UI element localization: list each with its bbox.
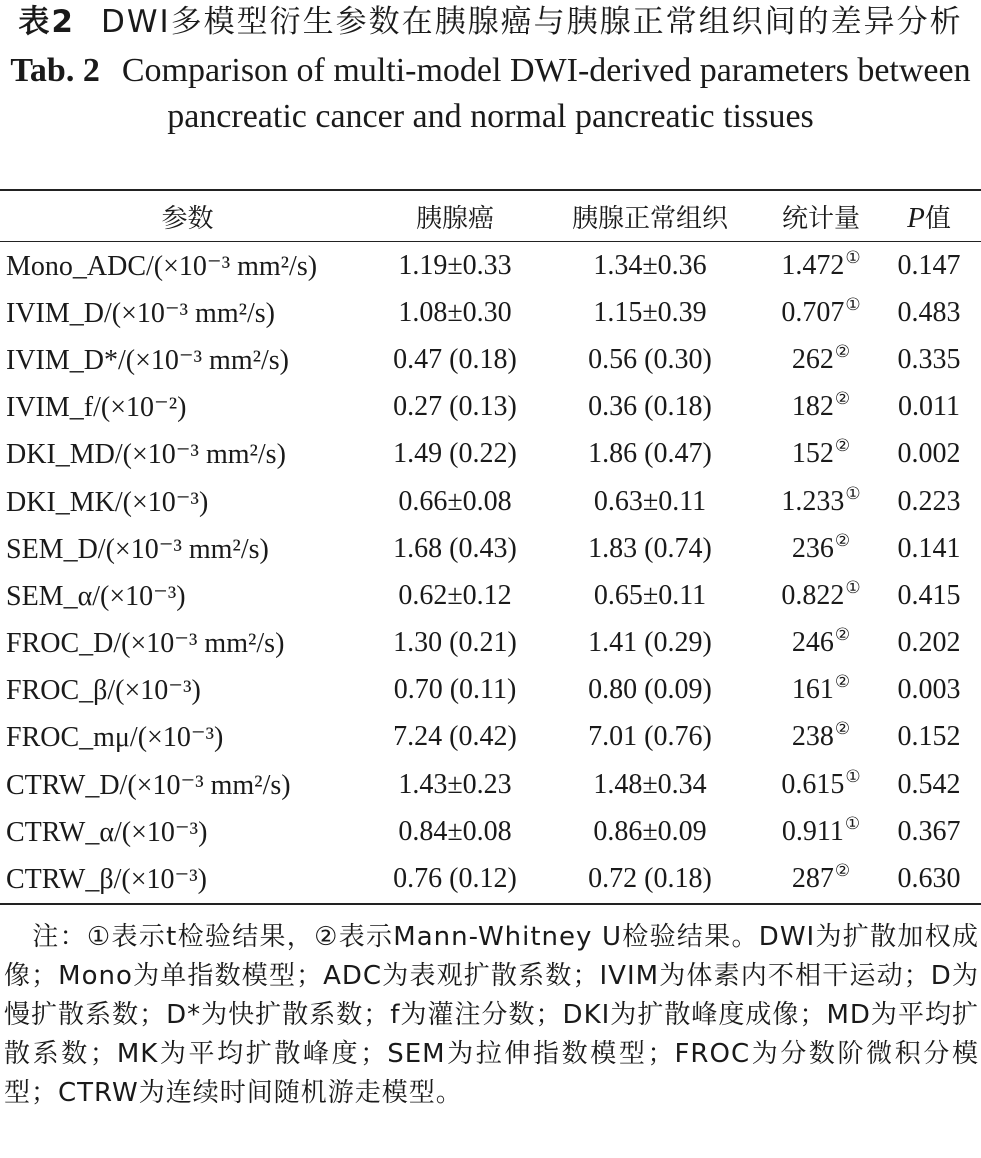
statistic-cell	[765, 384, 877, 431]
cancer-cell: 1.49 (0.22)	[393, 438, 517, 470]
statistic-value: 1.233	[781, 485, 845, 517]
header-p-value	[877, 190, 981, 242]
p-value-cell: 0.003	[897, 674, 961, 706]
table-row	[0, 525, 981, 572]
param-cell: FROC_mμ/(×10⁻³)	[6, 722, 224, 754]
statistic-cell	[765, 667, 877, 714]
chinese-title	[0, 0, 981, 44]
p-letter: P	[907, 201, 925, 234]
header-param: 参数	[0, 190, 375, 242]
p-value-cell: 0.011	[898, 391, 960, 423]
p-value-cell: 0.223	[897, 485, 961, 517]
p-value-cell: 0.483	[897, 296, 961, 328]
normal-cell: 1.34±0.36	[593, 249, 707, 281]
header-statistic: 统计量	[765, 190, 877, 242]
statistic-cell	[765, 808, 877, 855]
normal-cell: 0.63±0.11	[593, 485, 707, 517]
param-cell: DKI_MK/(×10⁻³)	[6, 486, 209, 518]
normal-cell: 0.86±0.09	[593, 815, 707, 847]
p-value-cell: 0.002	[897, 438, 961, 470]
test-marker: ①	[844, 813, 861, 833]
param-cell: DKI_MD/(×10⁻³ mm²/s)	[6, 439, 286, 471]
param-cell: CTRW_β/(×10⁻³)	[0, 855, 375, 903]
statistic-cell	[765, 855, 877, 903]
table-caption	[0, 0, 981, 140]
cancer-cell: 0.66±0.08	[398, 485, 512, 517]
table-row	[0, 808, 981, 855]
statistic-value: 287	[791, 863, 834, 895]
param-cell: IVIM_D/(×10⁻³ mm²/s)	[6, 297, 276, 329]
test-marker: ①	[845, 766, 861, 786]
test-marker: ①	[845, 294, 861, 314]
cancer-cell: 0.27 (0.13)	[393, 391, 517, 423]
header-normal: 胰腺正常组织	[535, 190, 765, 242]
p-value-cell: 0.152	[897, 721, 961, 753]
test-marker: ①	[845, 247, 861, 267]
statistic-value: 246	[791, 627, 834, 659]
p-value-cell: 0.542	[897, 768, 961, 800]
table-row	[0, 289, 981, 336]
table-body	[0, 242, 981, 904]
cancer-cell: 1.68 (0.43)	[393, 532, 517, 564]
normal-cell: 1.48±0.34	[593, 768, 707, 800]
statistic-cell	[765, 525, 877, 572]
chinese-table-number: 表2	[18, 4, 75, 40]
results-table	[0, 189, 981, 905]
normal-cell: 1.83 (0.74)	[588, 532, 712, 564]
param-cell: IVIM_f/(×10⁻²)	[6, 392, 187, 424]
test-marker: ②	[834, 861, 851, 881]
statistic-value: 238	[791, 721, 834, 753]
test-marker: ①	[845, 483, 861, 503]
statistic-cell	[765, 478, 877, 525]
normal-cell: 7.01 (0.76)	[588, 721, 712, 753]
normal-cell: 0.72 (0.18)	[535, 855, 765, 903]
statistic-cell	[765, 620, 877, 667]
footnote-text: 注：①表示t检验结果，②表示Mann-Whitney U检验结果。DWI为扩散加权成像；Mono为单指数模型；ADC为表观扩散系数；IVIM为体素内不相干运动；D为慢扩散系数；D*为快扩散系数；f为灌注分数；DKI为扩散峰度成像；MD为平均扩散系数；MK为平均扩散峰度；SEM为拉伸指数模型；FROC为分数阶微积分模型；CTRW为连续时间随机游走模型。	[4, 922, 979, 1108]
test-marker: ②	[834, 719, 851, 739]
statistic-value: 262	[791, 343, 834, 375]
statistic-value: 0.707	[781, 296, 845, 328]
cancer-cell: 7.24 (0.42)	[393, 721, 517, 753]
param-cell: FROC_β/(×10⁻³)	[6, 675, 201, 707]
statistic-cell	[765, 714, 877, 761]
p-value-cell: 0.202	[897, 627, 961, 659]
normal-cell: 1.41 (0.29)	[588, 627, 712, 659]
table-row	[0, 336, 981, 383]
header-cancer: 胰腺癌	[375, 190, 535, 242]
p-suffix: 值	[924, 203, 951, 234]
normal-cell: 0.65±0.11	[593, 579, 707, 611]
table-footnote	[4, 918, 979, 1113]
table-row	[0, 620, 981, 667]
cancer-cell: 1.19±0.33	[398, 249, 512, 281]
statistic-cell	[765, 761, 877, 808]
cancer-cell: 0.70 (0.11)	[393, 674, 517, 706]
statistic-value: 0.822	[781, 579, 845, 611]
normal-cell: 0.56 (0.30)	[588, 343, 712, 375]
param-cell: IVIM_D*/(×10⁻³ mm²/s)	[6, 344, 290, 376]
test-marker: ②	[834, 436, 851, 456]
cancer-cell: 0.62±0.12	[398, 579, 512, 611]
english-title-text: Comparison of multi-model DWI-derived parameters between pancreatic cancer and normal pancreatic tissues	[121, 52, 971, 135]
test-marker: ②	[834, 625, 851, 645]
table-row	[0, 384, 981, 431]
statistic-cell	[765, 336, 877, 383]
p-value-cell: 0.630	[877, 855, 981, 903]
table-row	[0, 714, 981, 761]
table-row	[0, 667, 981, 714]
param-cell: SEM_α/(×10⁻³)	[6, 580, 186, 612]
p-value-cell: 0.335	[897, 343, 961, 375]
normal-cell: 1.86 (0.47)	[588, 438, 712, 470]
table-row	[0, 572, 981, 619]
param-cell: FROC_D/(×10⁻³ mm²/s)	[6, 628, 285, 660]
param-cell: Mono_ADC/(×10⁻³ mm²/s)	[6, 250, 318, 282]
table-row	[0, 761, 981, 808]
cancer-cell: 1.43±0.23	[398, 768, 512, 800]
p-value-cell: 0.141	[897, 532, 961, 564]
statistic-value: 0.911	[781, 815, 844, 847]
table-row	[0, 431, 981, 478]
statistic-value: 182	[791, 391, 834, 423]
normal-cell: 0.80 (0.09)	[588, 674, 712, 706]
test-marker: ②	[834, 341, 851, 361]
statistic-value: 152	[791, 438, 834, 470]
cancer-cell: 1.08±0.30	[398, 296, 512, 328]
cancer-cell: 1.30 (0.21)	[393, 627, 517, 659]
english-table-number: Tab. 2	[10, 52, 100, 89]
test-marker: ②	[834, 672, 851, 692]
statistic-value: 161	[791, 674, 834, 706]
test-marker: ②	[834, 530, 851, 550]
statistic-cell	[765, 431, 877, 478]
english-title	[0, 48, 981, 140]
p-value-cell: 0.147	[897, 249, 961, 281]
test-marker: ②	[834, 389, 851, 409]
statistic-cell	[765, 572, 877, 619]
test-marker: ①	[845, 577, 861, 597]
normal-cell: 0.36 (0.18)	[588, 391, 712, 423]
param-cell: CTRW_D/(×10⁻³ mm²/s)	[6, 769, 291, 801]
p-value-cell: 0.415	[897, 579, 961, 611]
statistic-value: 236	[791, 532, 834, 564]
statistic-value: 1.472	[781, 249, 845, 281]
chinese-title-text: DWI多模型衍生参数在胰腺癌与胰腺正常组织间的差异分析	[100, 4, 963, 40]
statistic-cell	[765, 242, 877, 290]
statistic-cell	[765, 289, 877, 336]
table-row	[0, 855, 981, 903]
param-cell: CTRW_α/(×10⁻³)	[6, 816, 208, 848]
cancer-cell: 0.47 (0.18)	[393, 343, 517, 375]
normal-cell: 1.15±0.39	[593, 296, 707, 328]
p-value-cell: 0.367	[897, 815, 961, 847]
param-cell: SEM_D/(×10⁻³ mm²/s)	[6, 533, 269, 565]
table-row	[0, 242, 981, 290]
table-header-row	[0, 190, 981, 242]
table-row	[0, 478, 981, 525]
statistic-value: 0.615	[781, 768, 845, 800]
cancer-cell: 0.84±0.08	[398, 815, 512, 847]
cancer-cell: 0.76 (0.12)	[375, 855, 535, 903]
